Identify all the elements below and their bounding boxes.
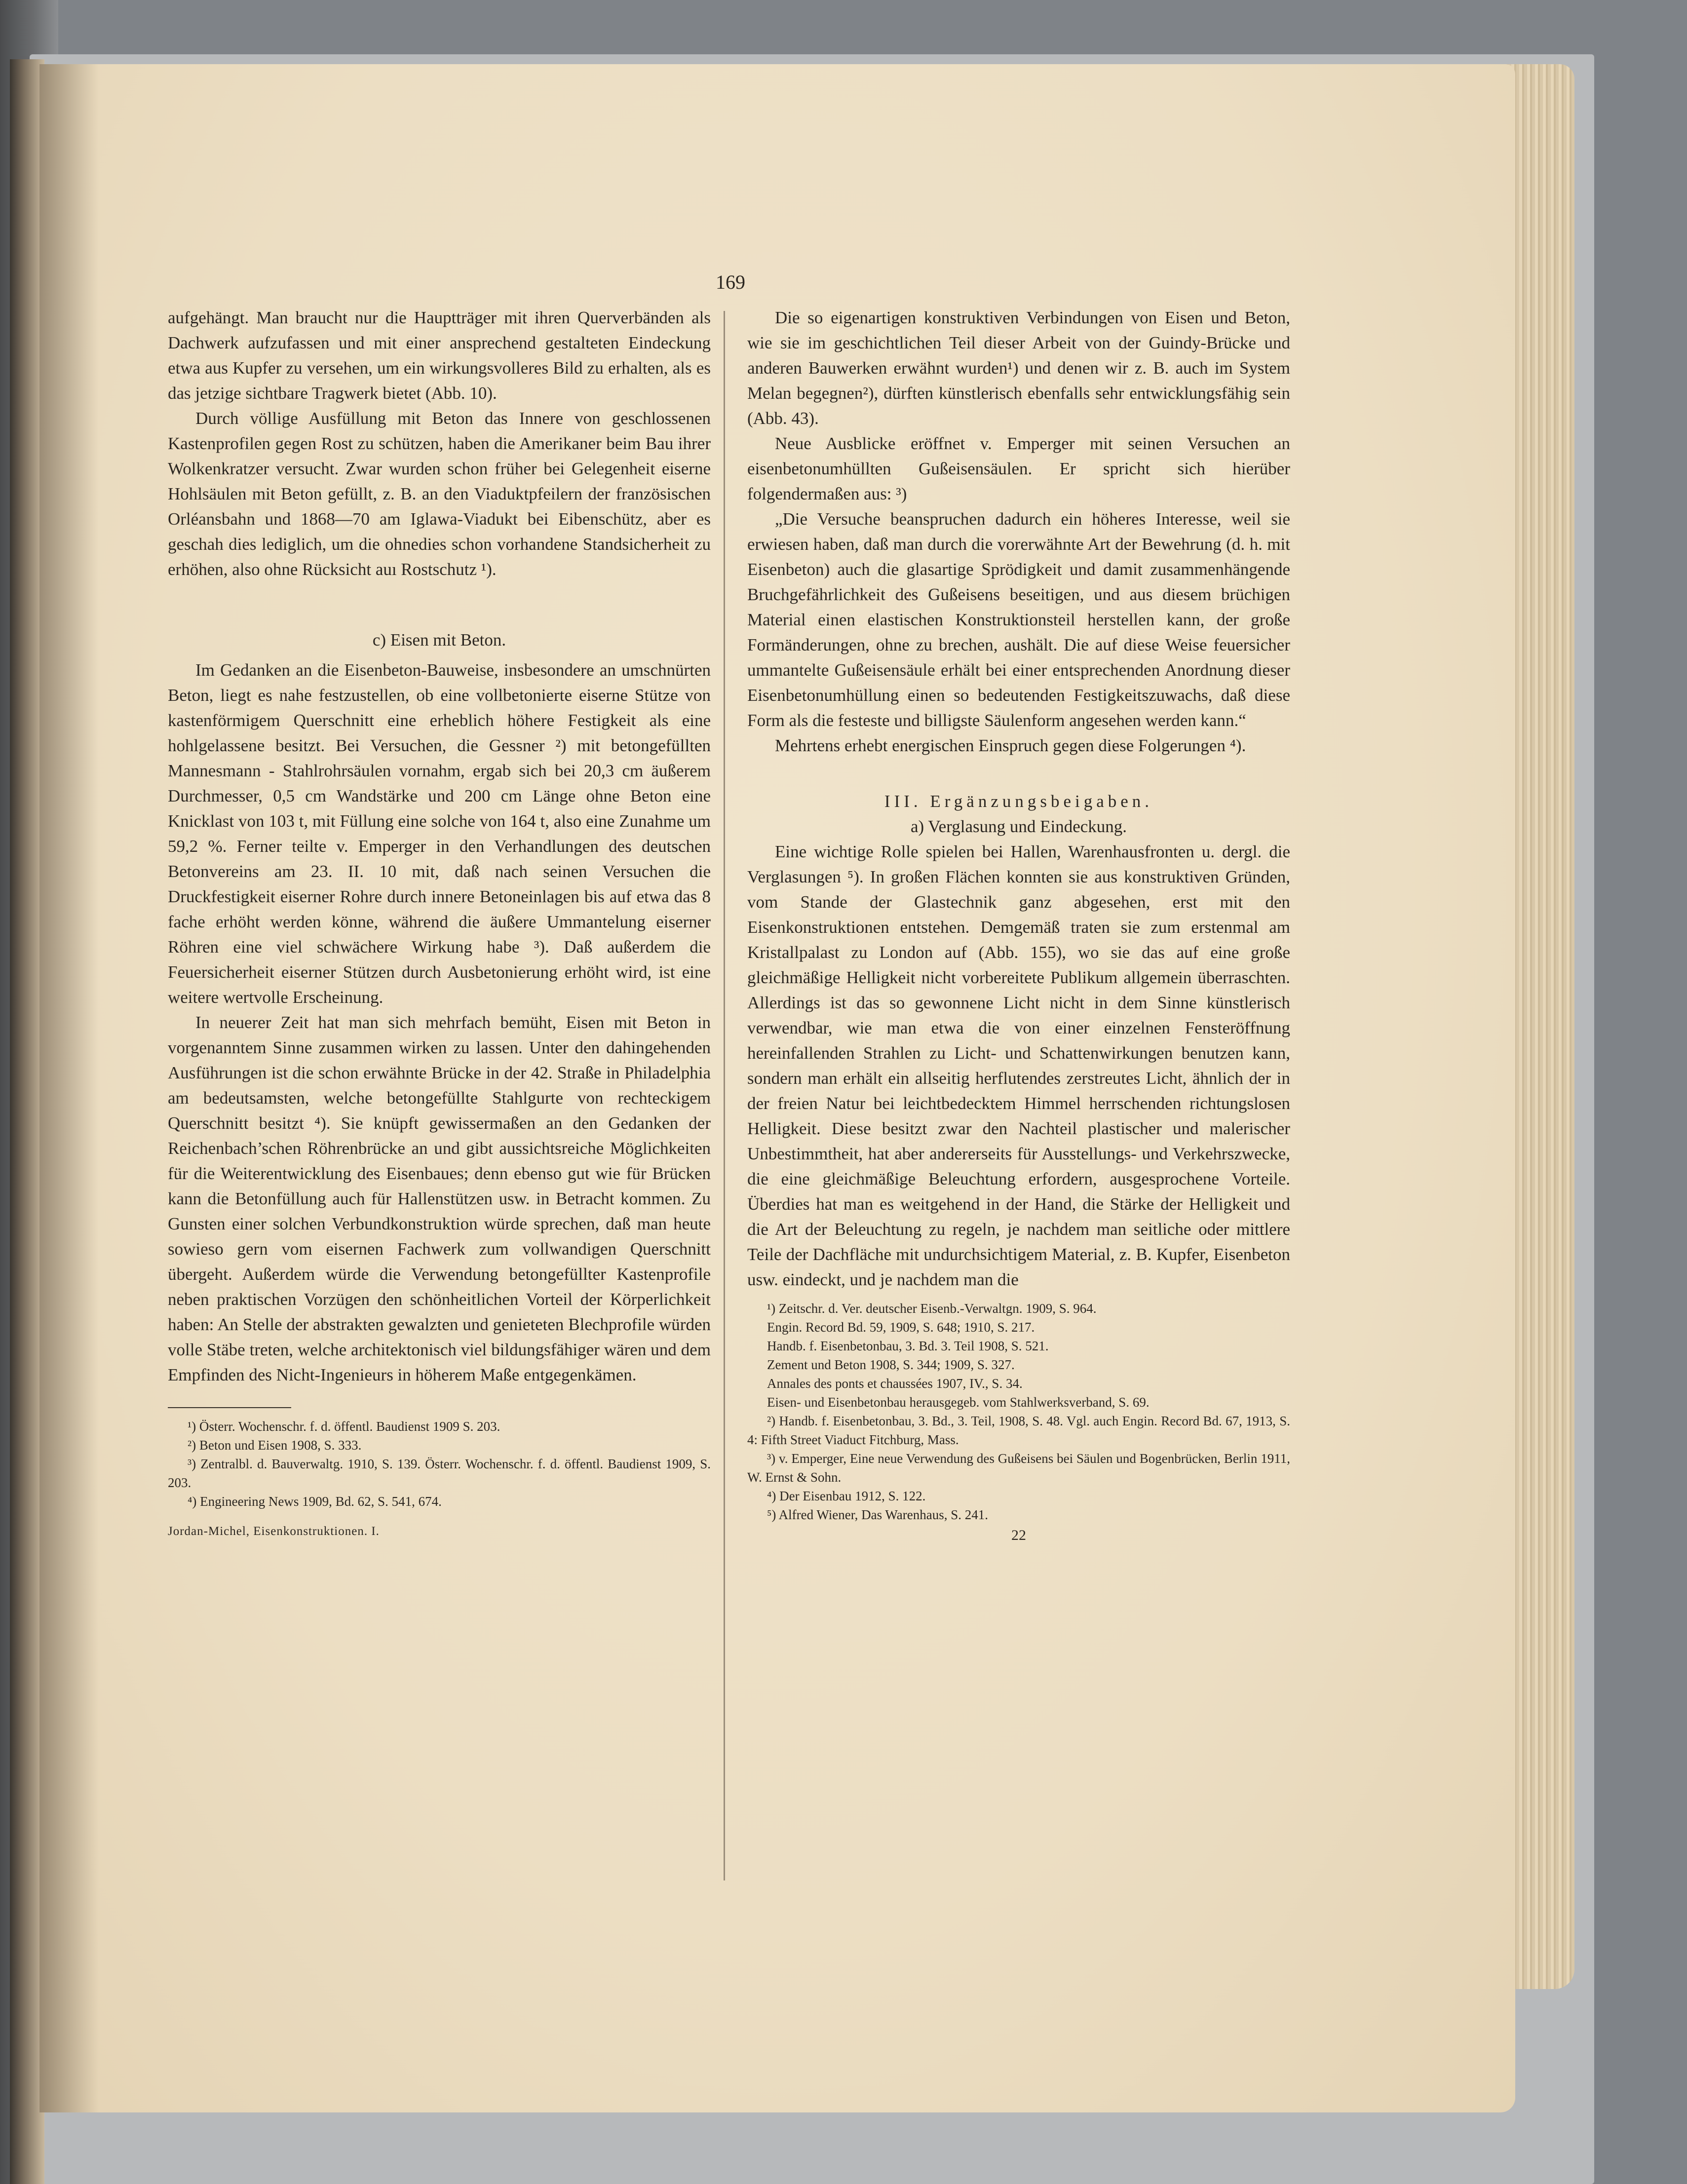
section-heading-ergaenzungsbeigaben: III. Ergänzungsbeigaben. <box>884 792 1153 811</box>
page-number: 169 <box>716 271 745 293</box>
paragraph: Durch völlige Ausfüllung mit Beton das Innere von geschlossenen Kastenprofilen gegen Rost zu schützen, haben die Amerikaner beim Bau ihrer Wolkenkratzer versucht. Zwar wurden schon früher bei Gelegenheit eiserne Hohlsäulen mit Beton gefüllt, z. B. an den Viaduktpfeilern der französischen Orléansbahn und 1868—70 am Iglawa-Viadukt bei Eibenschütz, aber es geschah dies lediglich, um die ohnedies schon vorhandene Standsicherheit zu erhöhen, also ohne Rücksicht auı Rostschutz ¹). <box>168 409 711 579</box>
footnote-line: Engin. Record Bd. 59, 1909, S. 648; 1910, S. 217. <box>767 1320 1035 1335</box>
subsection-heading-verglasung: a) Verglasung und Eindeckung. <box>910 817 1127 836</box>
paragraph: Die so eigenartigen konstruktiven Verbindungen von Eisen und Beton, wie sie im geschichtlichen Teil dieser Arbeit von der Guindy-Brücke und anderen Bauwerken erwähnt wurden¹) und denen wir z. B. auch im System Melan begegnen²), dürften künstlerisch ebenfalls sehr entwicklungsfähig sein (Abb. 43). <box>747 308 1290 428</box>
footnote: ⁵) Alfred Wiener, Das Warenhaus, S. 241. <box>767 1507 988 1522</box>
right-column <box>747 305 1290 1544</box>
gutter-shadow <box>39 64 99 2112</box>
footnote: ⁴) Engineering News 1909, Bd. 62, S. 541, 674. <box>188 1494 442 1509</box>
footnote-rule <box>168 1407 291 1408</box>
footnote-line: Zement und Beton 1908, S. 344; 1909, S. 327. <box>767 1357 1015 1372</box>
paragraph: Im Gedanken an die Eisenbeton-Bauweise, insbesondere an umschnürten Beton, liegt es nahe festzustellen, ob eine vollbetonierte eiserne Stütze von kastenförmigem Querschnitt eine erheblich höhere Festigkeit als eine hohlgelassene besitzt. Bei Versuchen, die Gessner ²) mit betongefüllten Mannesmann - Stahlrohrsäulen vornahm, ergab sich bei 20,3 cm äußerem Durchmesser, 0,5 cm Wandstärke und 200 cm Länge ohne Beton eine Knicklast von 103 t, mit Füllung eine solche von 164 t, also eine Zunahme um 59,2 %. Ferner teilte v. Emperger in den Verhandlungen des deutschen Betonvereins am 23. II. 10 mit, daß nach seinen Versuchen die Druckfestigkeit eiserner Rohre durch innere Betoneinlagen bis auf etwa das 8 fache erhöht werden könne, während die äußere Ummantelung eiserner Röhren eine viel schwächere Wirkung habe ³). Daß außerdem die Feuersicherheit eiserner Stützen durch Ausbetonierung erhöht wird, ist eine weitere wertvolle Erscheinung. <box>168 660 711 1007</box>
left-column <box>168 305 711 1540</box>
footnote: ²) Handb. f. Eisenbetonbau, 3. Bd., 3. Teil, 1908, S. 48. Vgl. auch Engin. Record Bd. 67, 1913, S. 4: Fifth Street Viaduct Fitchburg, Mass. <box>747 1414 1290 1447</box>
paragraph: Eine wichtige Rolle spielen bei Hallen, Warenhausfronten u. dergl. die Verglasungen ⁵). In großen Flächen konnten sie aus konstruktiven Gründen, vom Stande der Glastechnik ganz abgesehen, erst mit den Eisenkonstruktionen entstehen. Demgemäß traten sie zum erstenmal am Kristallpalast zu London auf (Abb. 155), wo sie das auf eine große gleichmäßige Helligkeit nicht vorbereitete Publikum allgemein überraschten. Allerdings ist das so gewonnene Licht nicht in dem Sinne künstlerisch verwendbar, wie man etwa die von einer einzelnen Fensteröffnung hereinfallenden Strahlen zu Licht- und Schattenwirkungen benutzen kann, sondern man erhält ein allseitig herflutendes zerstreutes Licht, ähnlich der in der freien Natur bei leichtbedecktem Himmel herrschenden richtungslosen Helligkeit. Diese besitzt zwar den Nachteil plastischer und malerischer Unbestimmtheit, hat aber andererseits für Ausstellungs- und Verkehrszwecke, die eine gleichmäßige Beleuchtung erfordern, ausgesprochene Vorteile. Überdies hat man es weitgehend in der Hand, die Stärke der Helligkeit und die Art der Beleuchtung zu regeln, je nachdem man seitliche oder mittlere Teile der Dachfläche mit undurchsichtigem Material, z. B. Kupfer, Eisenbeton usw. eindeckt, und je nachdem man die <box>747 842 1290 1289</box>
paragraph: Neue Ausblicke eröffnet v. Emperger mit seinen Versuchen an eisenbetonumhüllten Gußeisensäulen. Er spricht sich hierüber folgendermaßen aus: ³) <box>747 434 1290 503</box>
footnote: ³) Zentralbl. d. Bauverwaltg. 1910, S. 139. Österr. Wochenschr. f. d. öffentl. Baudienst 1909, S. 203. <box>168 1456 711 1490</box>
footnote-line: Handb. f. Eisenbetonbau, 3. Bd. 3. Teil 1908, S. 521. <box>767 1339 1049 1353</box>
footnote: ¹) Zeitschr. d. Ver. deutscher Eisenb.-Verwaltgn. 1909, S. 964. <box>767 1301 1097 1316</box>
footnote: ³) v. Emperger, Eine neue Verwendung des Gußeisens bei Säulen und Bogenbrücken, Berlin 1911, W. Ernst & Sohn. <box>747 1451 1290 1485</box>
paragraph: Mehrtens erhebt energischen Einspruch gegen diese Folgerungen ⁴). <box>775 736 1246 755</box>
footnote-line: Eisen- und Eisenbetonbau herausgegeb. vom Stahlwerksverband, S. 69. <box>767 1395 1150 1410</box>
footnote: ²) Beton und Eisen 1908, S. 333. <box>188 1438 362 1453</box>
section-heading-eisen-mit-beton: c) Eisen mit Beton. <box>372 630 506 650</box>
printer-imprint: Jordan-Michel, Eisenkonstruktionen. I. <box>168 1525 380 1538</box>
paragraph: aufgehängt. Man braucht nur die Hauptträger mit ihren Querverbänden als Dachwerk aufzufassen und mit einer ansprechend gestalteten Eindeckung etwa aus Kupfer zu versehen, um ein wirkungsvolleres Bild zu erhalten, als es das jetzige sichtbare Tragwerk bietet (Abb. 10). <box>168 308 711 403</box>
paragraph: „Die Versuche beanspruchen dadurch ein höheres Interesse, weil sie erwiesen haben, daß man durch die vorerwähnte Art der Bewehrung (d. h. mit Eisenbeton) auch die glasartige Sprödigkeit und damit zusammenhängende Bruchgefährlichkeit des Gußeisens beseitigen, und aus diesem brüchigen Material einen elastischen Konstruktionsteil herstellen kann, der große Formänderungen, ohne zu brechen, aushält. Die auf diese Weise feuersicher ummantelte Gußeisensäule erhält bei einer entsprechenden Anordnung dieser Eisenbetonumhüllung einen so bedeutenden Festigkeitszuwachs, daß diese Form als die festeste und billigste Säulenform angesehen werden kann.“ <box>747 509 1290 730</box>
column-divider <box>724 311 725 1880</box>
footnote-line: Annales des ponts et chaussées 1907, IV., S. 34. <box>767 1376 1023 1391</box>
footnote: ⁴) Der Eisenbau 1912, S. 122. <box>767 1489 926 1503</box>
paragraph: In neuerer Zeit hat man sich mehrfach bemüht, Eisen mit Beton in vorgenanntem Sinne zusammen wirken zu lassen. Unter den dahingehenden Ausführungen ist die schon erwähnte Brücke in der 42. Straße in Philadelphia am bedeutsamsten, welche betongefüllte Stahlgurte von rechteckigem Querschnitt besitzt ⁴). Sie knüpft gewissermaßen an den Gedanken der Reichenbach’schen Röhrenbrücke an und gibt aussichtsreiche Möglichkeiten für die Weiterentwicklung des Eisenbaues; denn ebenso gut wie für Brücken kann die Betonfüllung auch für Hallenstützen usw. in Betracht kommen. Zu Gunsten einer solchen Verbundkonstruktion würde sprechen, daß man heute sowieso gern vom eisernen Fachwerk zum vollwandigen Querschnitt übergeht. Außerdem würde die Verwendung betongefüllter Kastenprofile neben praktischen Vorzügen den schönheitlichen Vorteil der Körperlichkeit haben: An Stelle der abstrakten gewalzten und genieteten Blechprofile würden volle Stäbe treten, welche architektonisch viel bildungsfähiger wären und dem Empfinden des Nicht-Ingenieurs in höherem Maße entgegenkämen. <box>168 1013 711 1384</box>
signature-mark: 22 <box>1011 1527 1026 1543</box>
footnote: ¹) Österr. Wochenschr. f. d. öffentl. Baudienst 1909 S. 203. <box>188 1419 500 1434</box>
